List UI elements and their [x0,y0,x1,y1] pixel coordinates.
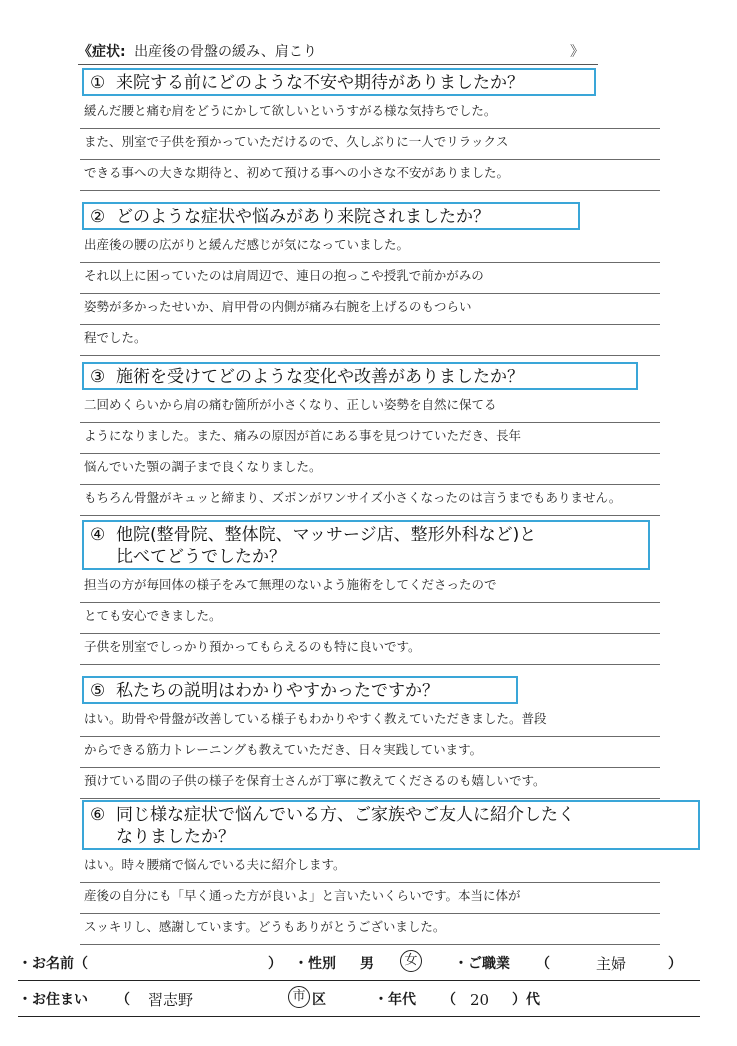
answer-line: 産後の自分にも「早く通った方が良いよ」と言いたいくらいです。本当に体が [80,883,660,914]
answer-line: スッキリし、感謝しています。どうもありがとうございました。 [80,914,660,945]
question-1-box [82,68,596,96]
age-close: ）代 [512,992,540,1008]
question-5-box [82,676,518,704]
name-label: ・お名前（ [18,956,88,972]
job-value: 主婦 [596,955,627,973]
job-close: ） [668,956,682,972]
question-text: 私たちの説明はわかりやすかったですか？ [116,681,439,701]
question-3-box [82,362,638,390]
name-close: ） [268,956,282,972]
sex-male: 男 [360,956,374,972]
answer-5 [80,706,660,799]
question-text-line2: なりましたか？ [116,827,235,847]
question-6-box [82,800,700,850]
address-open: （ [116,992,130,1008]
job-label: ・ご職業 [454,956,510,972]
answer-line: とても安心できました。 [80,603,660,634]
question-2-box [82,202,580,230]
answer-line: 子供を別室でしっかり預かってもらえるのも特に良いです。 [80,634,660,665]
question-text: 同じ様な症状で悩んでいる方、ご家族やご友人に紹介したく [116,805,575,825]
answer-line: 担当の方が毎回体の様子をみて無理のないよう施術をしてくださったので [80,572,660,603]
footer-row-name [18,950,700,981]
question-number: ② [90,207,106,227]
ward-label: 区 [312,992,326,1008]
answer-3 [80,392,660,516]
answer-line: はい。時々腰痛で悩んでいる夫に紹介します。 [80,852,660,883]
answer-line: それ以上に困っていたのは肩周辺で、連日の抱っこや授乳で前かがみの [80,263,660,294]
address-value: 習志野 [148,991,194,1009]
question-number: ④ [90,525,106,545]
city-mark-circled: 市 [288,986,310,1008]
footer-row-address [18,986,700,1017]
question-text: どのような症状や悩みがあり来院されましたか？ [116,207,490,227]
answer-line: ようになりました。また、痛みの原因が首にある事を見つけていただき、長年 [80,423,660,454]
address-label: ・お住まい [18,992,88,1008]
answer-line: 預けている間の子供の様子を保育士さんが丁寧に教えてくださるのも嬉しいです。 [80,768,660,799]
sex-label: ・性別 [294,956,336,972]
sex-female-circled: 女 [400,950,422,972]
question-number: ⑤ [90,681,106,701]
answer-line: 悩んでいた顎の調子まで良くなりました。 [80,454,660,485]
symptom-label: 《症状: [78,44,126,60]
answer-6 [80,852,660,945]
question-text: 来院する前にどのような不安や期待がありましたか？ [116,73,524,93]
symptom-value: 出産後の骨盤の緩み、肩こり [134,44,317,60]
answer-line: はい。助骨や骨盤が改善している様子もわかりやすく教えていただきました。普段 [80,706,660,737]
question-text: 他院(整骨院、整体院、マッサージ店、整形外科など)と [116,525,537,545]
question-4-box [82,520,650,570]
answer-line: からできる筋力トレーニングも教えていただき、日々実践しています。 [80,737,660,768]
answer-line: 緩んだ腰と痛む肩をどうにかして欲しいというすがる様な気持ちでした。 [80,98,660,129]
answer-4 [80,572,660,665]
age-label: ・年代 [374,992,416,1008]
job-open: （ [536,956,550,972]
question-text-line2: 比べてどうでしたか？ [116,547,286,567]
answer-line: もちろん骨盤がキュッと締まり、ズボンがワンサイズ小さくなったのは言うまでもありません。 [80,485,660,516]
answer-line: 姿勢が多かったせいか、肩甲骨の内側が痛み右腕を上げるのもつらい [80,294,660,325]
answer-line: 出産後の腰の広がりと緩んだ感じが気になっていました。 [80,232,660,263]
answer-2 [80,232,660,356]
symptom-line [78,40,598,65]
age-value: 20 [470,991,490,1009]
question-number: ⑥ [90,805,106,825]
symptom-close: 》 [570,44,584,60]
answer-1 [80,98,660,191]
question-number: ③ [90,367,106,387]
age-open: （ [442,992,456,1008]
answer-line: 程でした。 [80,325,660,356]
question-number: ① [90,73,106,93]
question-text: 施術を受けてどのような変化や改善がありましたか？ [116,367,524,387]
answer-line: できる事への大きな期待と、初めて預ける事への小さな不安がありました。 [80,160,660,191]
answer-line: また、別室で子供を預かっていただけるので、久しぶりに一人でリラックス [80,129,660,160]
answer-line: 二回めくらいから肩の痛む箇所が小さくなり、正しい姿勢を自然に保てる [80,392,660,423]
